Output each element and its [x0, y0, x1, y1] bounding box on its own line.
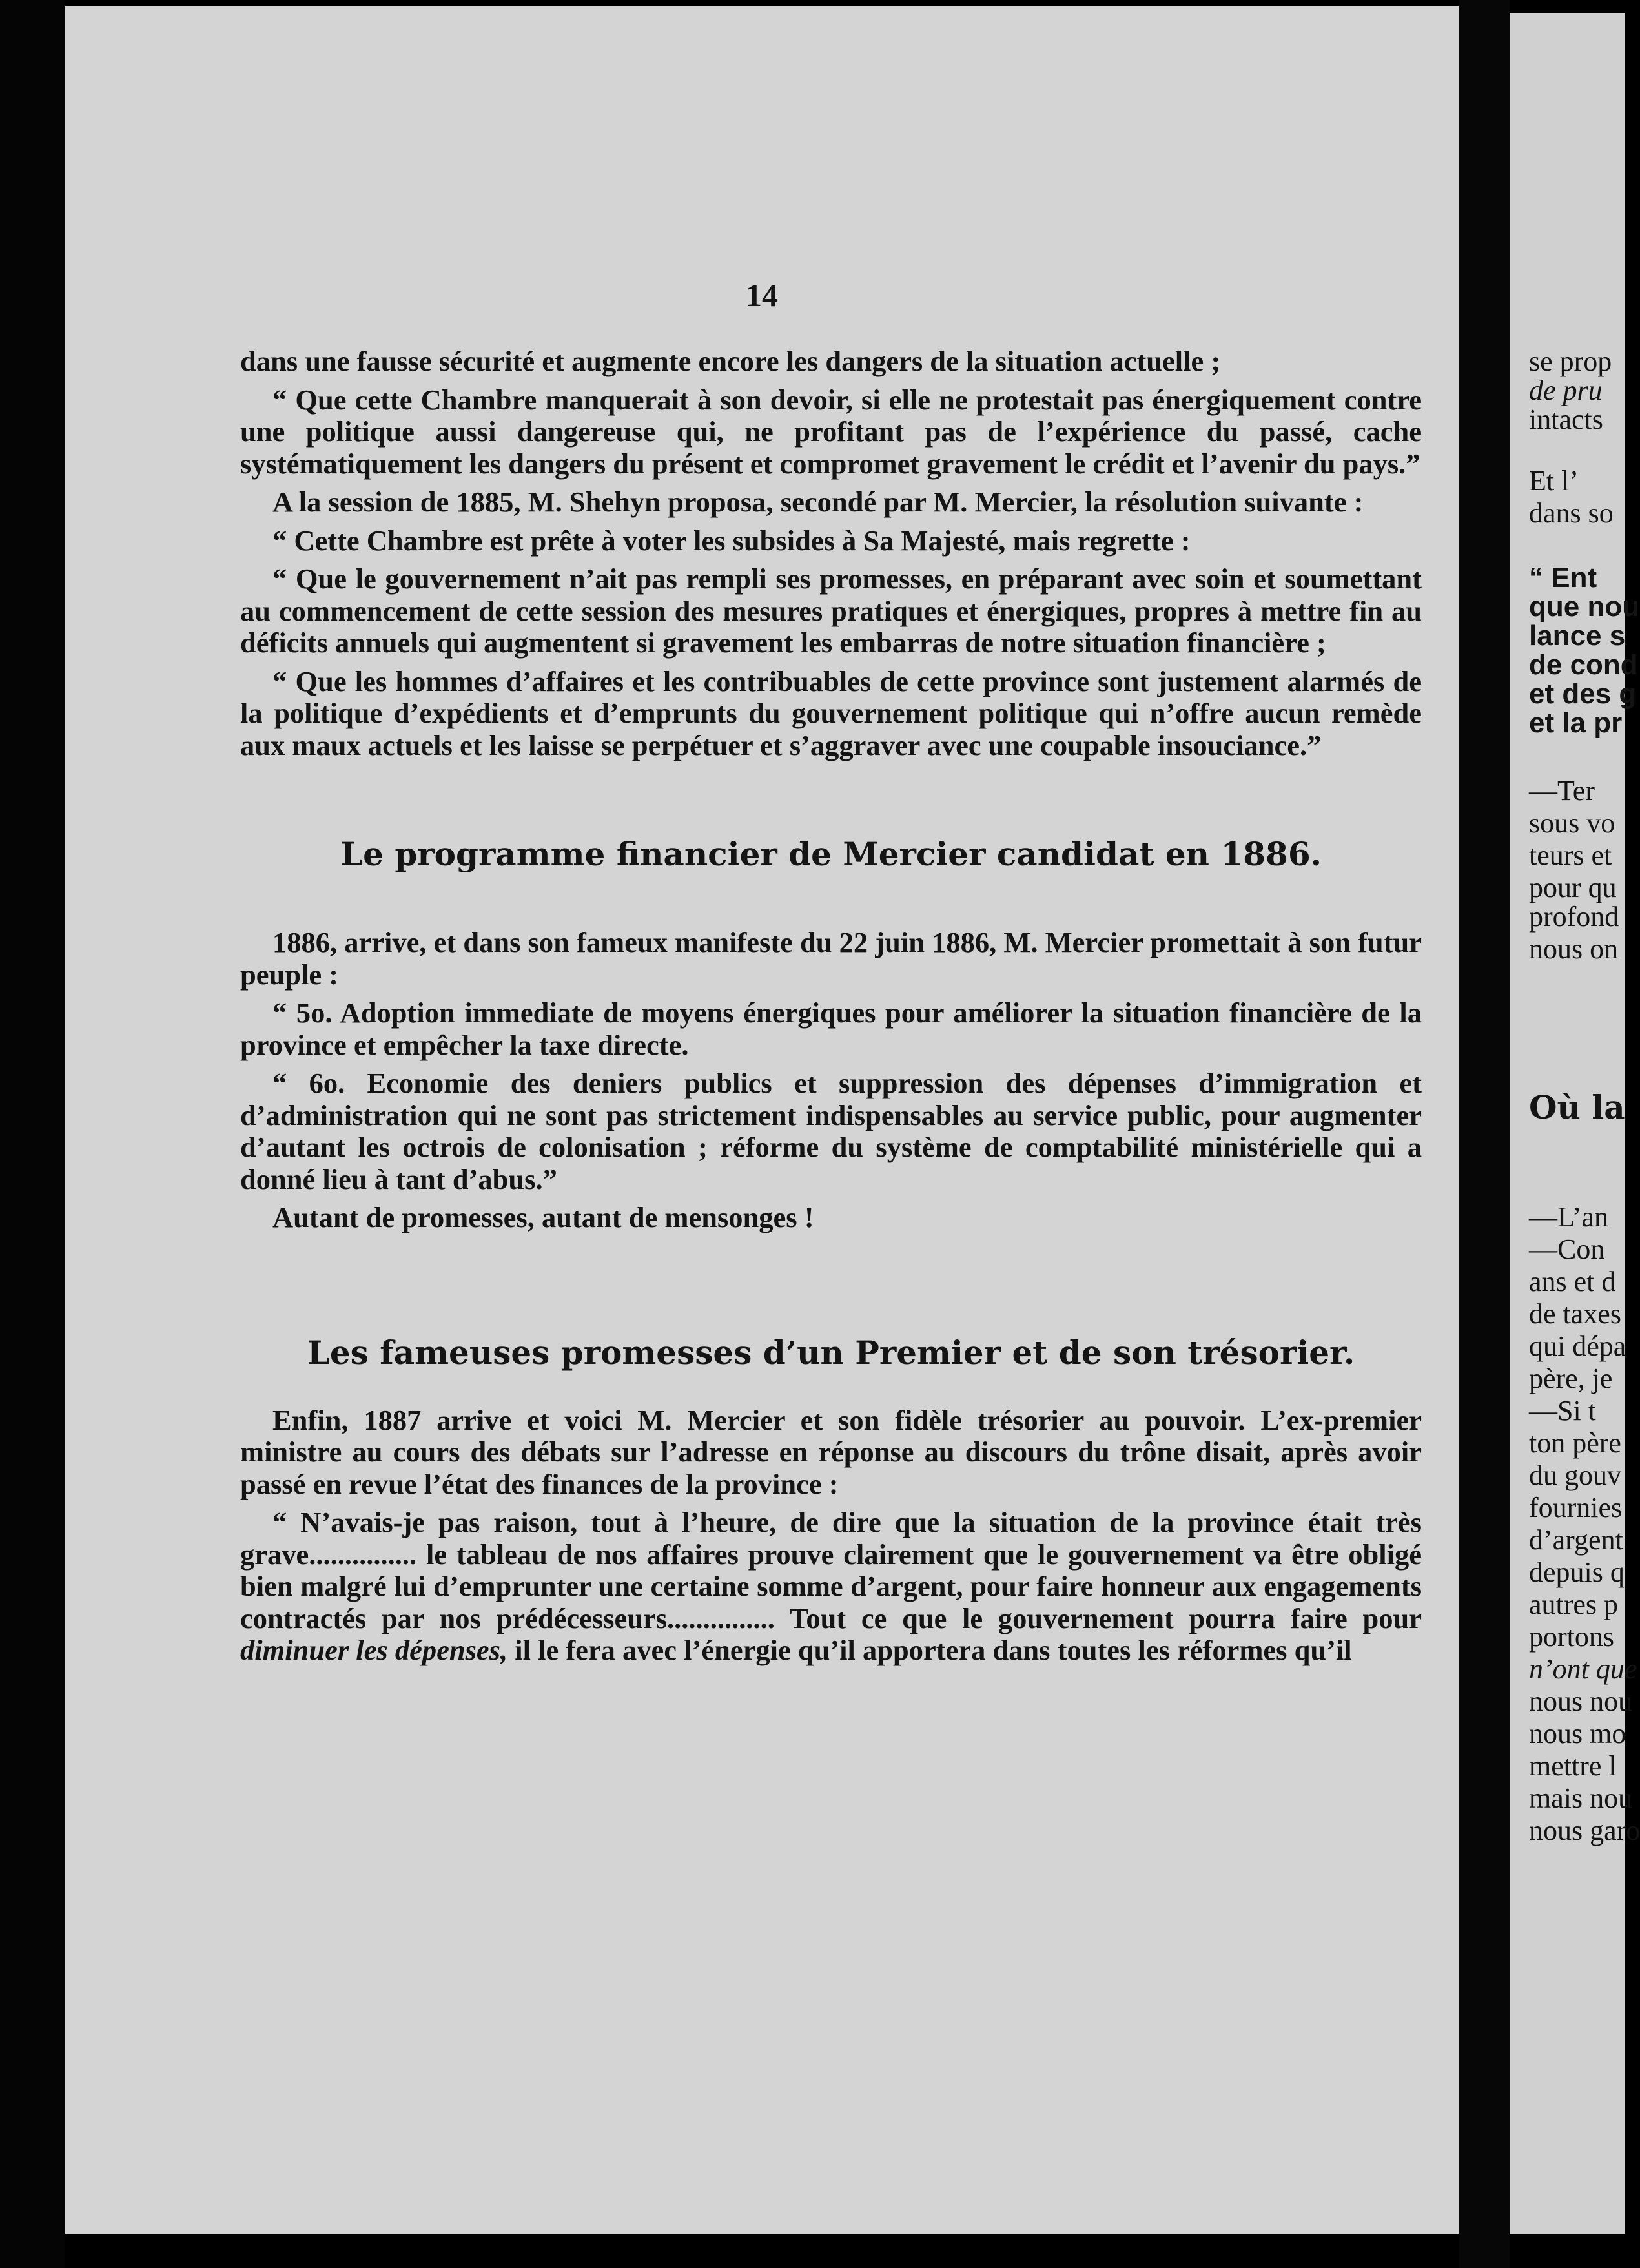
adjacent-page-fragment: et des g [1529, 678, 1637, 710]
quote-paragraph: “ 5o. Adoption immediate de moyens énergiques pour améliorer la situation financière de la province et empêcher la taxe directe. [240, 996, 1422, 1061]
adjacent-page-fragment: mais nou [1529, 1782, 1633, 1814]
adjacent-page-fragment: n’ont que [1529, 1653, 1637, 1685]
quote-paragraph: “ Que cette Chambre manquerait à son devoir, si elle ne protestait pas énergiquement contre une politique aussi dangereuse qui, ne profitant pas de l’expérience du passé, cache systématiquement les dangers du présent et compromet gravement le crédit et l’avenir du pays.” [240, 383, 1422, 480]
adjacent-page-fragment: du gouv [1529, 1459, 1621, 1491]
adjacent-page-fragment: de pru [1529, 375, 1603, 406]
quote-paragraph: “ Que les hommes d’affaires et les contribuables de cette province sont justement alarmés de la politique d’expédients et d’emprunts du gouvernement politique qui n’offre aucun remède aux maux actuels et les laisse se perpétuer et s’aggraver avec une coupable insouciance.” [240, 665, 1422, 761]
adjacent-page-fragment: dans so [1529, 497, 1614, 529]
adjacent-page-fragment: de taxes [1529, 1298, 1621, 1330]
adjacent-page-fragment: nous mo [1529, 1718, 1626, 1749]
italic-emphasis: diminuer les dépenses, [240, 1634, 508, 1666]
adjacent-page-fragment: de cond [1529, 649, 1638, 681]
paragraph: Autant de promesses, autant de mensonges ! [272, 1201, 814, 1233]
paragraph: A la session de 1885, M. Shehyn proposa, secondé par M. Mercier, la résolution suivante : [272, 486, 1364, 518]
adjacent-page-fragment: et la pr [1529, 707, 1623, 739]
adjacent-page-fragment: d’argent [1529, 1524, 1623, 1556]
quote-paragraph [240, 1507, 1422, 1667]
scan-border-left [0, 0, 65, 2268]
adjacent-page-edge [1510, 13, 1640, 2234]
adjacent-page-fragment: “ Ent [1529, 562, 1597, 593]
section-heading: Les fameuses promesses d’un Premier et de son trésorier. [307, 1333, 1355, 1372]
adjacent-page-fragment: qui dépa [1529, 1330, 1626, 1362]
adjacent-page-fragment: ton père [1529, 1427, 1621, 1459]
quote-paragraph: “ 6o. Economie des deniers publics et suppression des dépenses d’immigration et d’administration qui ne sont pas strictement indispensables au service public, pour augmenter d’autant les octrois de colonisation ; réforme du système de comptabilité ministérielle qui a donné lieu à tant d’abus.” [240, 1067, 1422, 1195]
adjacent-page-fragment: teurs et [1529, 840, 1612, 871]
paragraph: 1886, arrive, et dans son fameux manifeste du 22 juin 1886, M. Mercier promettait à son futur peuple : [240, 926, 1422, 991]
quote-text: il le fera avec l’énergie qu’il apportera dans toutes les réformes qu’il [507, 1634, 1352, 1666]
adjacent-page-fragment: nous nou [1529, 1686, 1633, 1717]
adjacent-page-fragment: que nou [1529, 591, 1640, 623]
section-heading: Le programme financier de Mercier candidat en 1886. [340, 835, 1322, 873]
adjacent-page-fragment: père, je [1529, 1363, 1613, 1394]
adjacent-page-fragment: lance s [1529, 620, 1626, 652]
adjacent-page-fragment: pour qu [1529, 872, 1617, 903]
adjacent-page-fragment: —Con [1529, 1233, 1605, 1265]
adjacent-page-fragment: depuis q [1529, 1556, 1625, 1588]
adjacent-page-fragment: sous vo [1529, 807, 1615, 839]
adjacent-page-fragment: —Si t [1529, 1395, 1596, 1427]
adjacent-page-fragment: portons [1529, 1621, 1614, 1653]
adjacent-page-fragment: —Ter [1529, 775, 1595, 807]
adjacent-page-fragment: intacts [1529, 404, 1603, 435]
adjacent-page-fragment: ans et d [1529, 1266, 1616, 1297]
adjacent-page-fragment: nous on [1529, 933, 1619, 965]
adjacent-page-fragment: autres p [1529, 1589, 1619, 1620]
adjacent-page-fragment: mettre l [1529, 1750, 1617, 1782]
adjacent-page-fragment: profond [1529, 901, 1619, 933]
adjacent-page-fragment: Et l’ [1529, 465, 1579, 497]
page-body-text [240, 345, 1422, 1673]
paragraph: dans une fausse sécurité et augmente encore les dangers de la situation actuelle ; [240, 345, 1221, 377]
adjacent-page-fragment: nous garo [1529, 1815, 1640, 1846]
adjacent-page-fragment: —L’an [1529, 1201, 1609, 1233]
adjacent-page-fragment: se prop [1529, 345, 1612, 377]
paragraph: Enfin, 1887 arrive et voici M. Mercier et son fidèle trésorier au pouvoir. L’ex-premier ministre au cours des débats sur l’adresse en réponse au discours du trône disait, après avoir passé en revue l’état des finances de la province : [240, 1403, 1422, 1500]
adjacent-page-fragment: Où la [1529, 1088, 1625, 1126]
page-number: 14 [746, 277, 778, 313]
adjacent-page-fragment: fournies [1529, 1492, 1623, 1523]
quote-paragraph: “ Que le gouvernement n’ait pas rempli ses promesses, en préparant avec soin et soumettant au commencement de cette session des mesures pratiques et énergiques, propres à mettre fin au déficits annuels qui augmentent si gravement les embarras de notre situation financière ; [240, 562, 1422, 659]
quote-text: “ N’avais-je pas raison, tout à l’heure, de dire que la situation de la province était très grave............... le tableau de nos affaires prouve clairement que le gouvernement va être obligé bien malgré lui d’emprunter une certaine somme d’argent, pour faire honneur aux engagements contractés par nos prédécesseurs............... Tout ce que le gouvernement pourra faire pour [240, 1506, 1422, 1634]
book-gutter [1459, 0, 1510, 2268]
quote-paragraph: “ Cette Chambre est prête à voter les subsides à Sa Majesté, mais regrette : [272, 524, 1191, 557]
